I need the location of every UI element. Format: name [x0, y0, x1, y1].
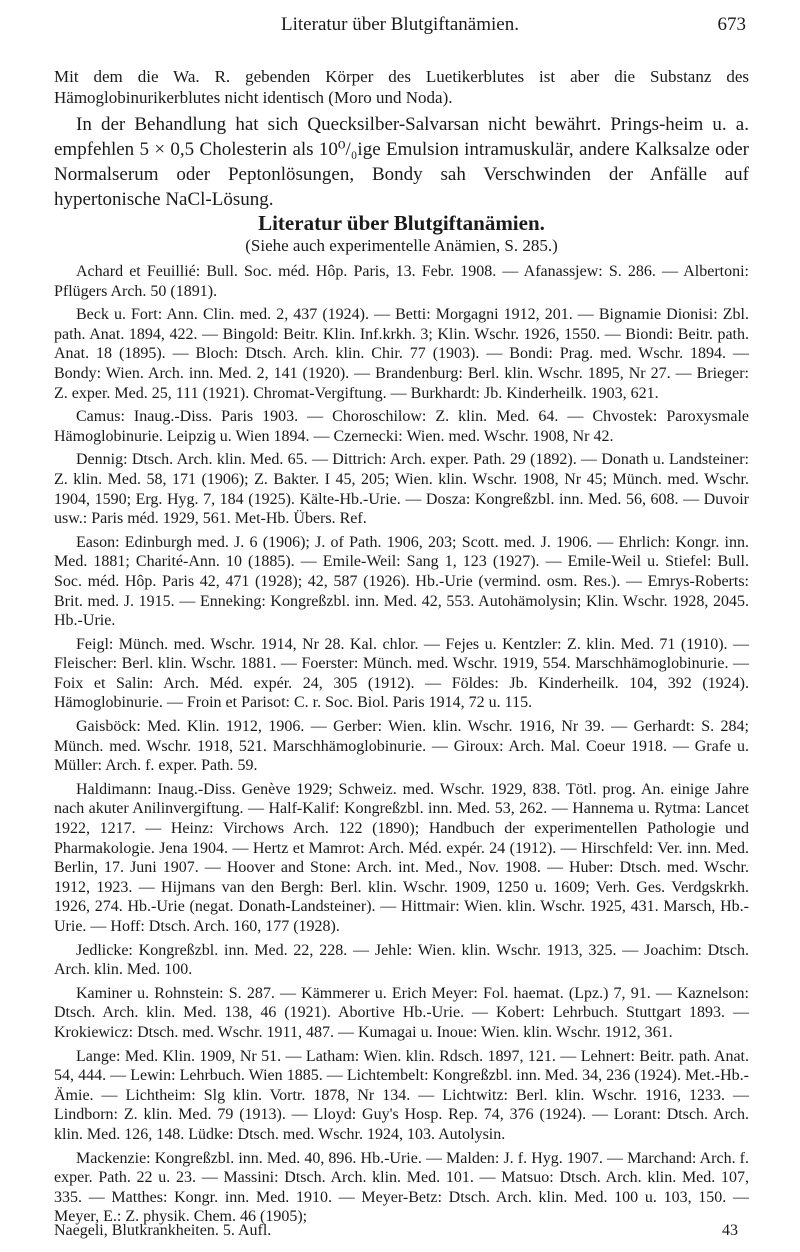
- intro-text: [54, 66, 749, 212]
- reference-paragraph: Haldimann: Inaug.-Diss. Genève 1929; Schweiz. med. Wschr. 1929, 838. Tötl. prog. An. einige Jahre nach akuter Anilinvergiftung. — Half-Kalif: Kongreßzbl. inn. Med. 53, 262. — Hannema u. Rytma: Lancet 1922, 1217. — Heinz: Virchows Arch. 122 (1890); Handbuch der experimentellen Pathologie und Pharmakologie. Jena 1904. — Hertz et Mamrot: Arch. Méd. expér. 24 (1912). — Hirschfeld: Ver. inn. Med. Berlin, 17. Juni 1907. — Hoover and Stone: Arch. int. Med., Nov. 1908. — Huber: Dtsch. med. Wschr. 1912, 1923. — Hijmans van den Bergh: Berl. klin. Wschr. 1909, 1250 u. 1609; Verh. Ges. Verdgskrkh. 1926, 274. Hb.-Urie (negat. Donath-Landsteiner). — Hittmair: Wien. klin. Wschr. 1925, 431. Marsch, Hb.-Urie. — Hoff: Dtsch. Arch. 160, 177 (1928).: [54, 780, 749, 935]
- running-title: Literatur über Blutgiftanämien.: [281, 14, 519, 35]
- section-subtitle: (Siehe auch experimentelle Anämien, S. 285.): [245, 236, 558, 255]
- reference-paragraph: Achard et Feuillié: Bull. Soc. méd. Hôp. Paris, 13. Febr. 1908. — Afanassjew: S. 286. — Albertoni: Pflügers Arch. 50 (1891).: [54, 263, 749, 300]
- reference-paragraph: Gaisböck: Med. Klin. 1912, 1906. — Gerber: Wien. klin. Wschr. 1916, Nr 39. — Gerhardt: S. 284; Münch. med. Wschr. 1918, 521. Marschhämoglobinurie. — Giroux: Arch. Mal. Coeur 1918. — Grafe u. Müller: Arch. f. exper. Path. 59.: [54, 718, 749, 775]
- reference-paragraph: Eason: Edinburgh med. J. 6 (1906); J. of Path. 1906, 203; Scott. med. J. 1906. — Ehrlich: Kongr. inn. Med. 1881; Charité-Ann. 10 (1885). — Emile-Weil: Sang 1, 123 (1927). — Emile-Weil u. Stiefel: Bull. Soc. méd. Hôp. Paris 42, 471 (1928); 42, 587 (1926). Hb.-Urie (vermind. osm. Res.). — Emrys-Roberts: Brit. med. J. 1915. — Enneking: Kongreßzbl. inn. Med. 42, 553. Autohämolysin; Klin. Wschr. 1928, 2045. Hb.-Urie.: [54, 533, 749, 630]
- reference-paragraph: Beck u. Fort: Ann. Clin. med. 2, 437 (1924). — Betti: Morgagni 1912, 201. — Bignamie Dionisi: Zbl. path. Anat. 1894, 422. — Bingold: Beitr. Klin. Inf.krkh. 3; Klin. Wschr. 1926, 1550. — Biondi: Beitr. path. Anat. 18 (1895). — Bloch: Dtsch. Arch. klin. Chir. 77 (1903). — Bondi: Prag. med. Wschr. 1894. — Bondy: Wien. Arch. inn. Med. 2, 141 (1920). — Brandenburg: Berl. klin. Wschr. 1895, Nr 27. — Brieger: Z. exper. Med. 25, 111 (1921). Chromat-Vergiftung. — Burkhardt: Jb. Kinderheilk. 1903, 621.: [54, 306, 749, 402]
- reference-paragraph: Kaminer u. Rohnstein: S. 287. — Kämmerer u. Erich Meyer: Fol. haemat. (Lpz.) 7, 91. — Kaznelson: Dtsch. Arch. klin. Med. 138, 46 (1921). Abortive Hb.-Urie. — Kobert: Lehrbuch. Stuttgart 1893. — Krokiewicz: Dtsch. med. Wschr. 1911, 487. — Kumagai u. Inoue: Wien. klin. Wschr. 1912, 361.: [54, 984, 749, 1041]
- reference-paragraph: Mackenzie: Kongreßzbl. inn. Med. 40, 896. Hb.-Urie. — Malden: J. f. Hyg. 1907. — Marchand: Arch. f. exper. Path. 22 u. 23. — Massini: Dtsch. Arch. klin. Med. 101. — Matsuo: Dtsch. Arch. klin. Med. 107, 335. — Matthes: Kongr. inn. Med. 1910. — Meyer-Betz: Dtsch. Arch. klin. Med. 100 u. 103, 150. — Meyer, E.: Z. physik. Chem. 46 (1905);: [54, 1149, 749, 1226]
- footer-signature: 43: [722, 1222, 738, 1239]
- reference-paragraph: Dennig: Dtsch. Arch. klin. Med. 65. — Dittrich: Arch. exper. Path. 29 (1892). — Donath u. Landsteiner: Z. klin. Med. 58, 171 (1906); Z. Bakter. I 45, 205; Wien. klin. Wschr. 1908, Nr 45; Münch. med. Wschr. 1904, 1590; Erg. Hyg. 7, 184 (1925). Kälte-Hb.-Urie. — Dosza: Kongreßzbl. inn. Med. 56, 608. — Duvoir usw.: Paris méd. 1929, 561. Met-Hb. Übers. Ref.: [54, 451, 749, 528]
- reference-list: [54, 262, 749, 1227]
- reference-paragraph: Lange: Med. Klin. 1909, Nr 51. — Latham: Wien. klin. Rdsch. 1897, 121. — Lehnert: Beitr. path. Anat. 54, 444. — Lewin: Lehrbuch. Wien 1885. — Lichtembelt: Kongreßzbl. inn. Med. 34, 236 (1924). Met.-Hb.-Ämie. — Lichtheim: Slg klin. Vortr. 1878, Nr 134. — Lichtwitz: Berl. klin. Wschr. 1916, 1233. — Lindborn: Z. klin. Med. 79 (1913). — Lloyd: Guy's Hosp. Rep. 74, 376 (1924). — Lorant: Dtsch. Arch. klin. Med. 126, 148. Lüdke: Dtsch. med. Wschr. 1924, 103. Autolysin.: [54, 1047, 749, 1143]
- footer-source: Naegeli, Blutkrankheiten. 5. Aufl.: [54, 1222, 272, 1239]
- section-title: Literatur über Blutgiftanämien.: [258, 211, 545, 235]
- reference-paragraph: Feigl: Münch. med. Wschr. 1914, Nr 28. Kal. chlor. — Fejes u. Kentzler: Z. klin. Med. 71 (1910). — Fleischer: Berl. klin. Wschr. 1881. — Foerster: Münch. med. Wschr. 1919, 554. Marschhämoglobinurie. — Foix et Salin: Arch. Méd. expér. 24, 305 (1912). — Földes: Jb. Kinderheilk. 104, 392 (1924). Hämoglobinurie. — Froin et Parisot: C. r. Soc. Biol. Paris 1914, 72 u. 115.: [54, 635, 749, 712]
- reference-paragraph: Camus: Inaug.-Diss. Paris 1903. — Choroschilow: Z. klin. Med. 64. — Chvostek: Paroxysmale Hämoglobinurie. Leipzig u. Wien 1894. — Czernecki: Wien. med. Wschr. 1908, Nr 42.: [54, 408, 749, 445]
- running-header: [54, 14, 746, 44]
- page-number: 673: [717, 14, 746, 35]
- intro-paragraph-1: Mit dem die Wa. R. gebenden Körper des Luetikerblutes ist aber die Substanz des Hämoglobinurikerblutes nicht identisch (Moro und Noda).: [54, 67, 749, 107]
- reference-paragraph: Jedlicke: Kongreßzbl. inn. Med. 22, 228. — Jehle: Wien. klin. Wschr. 1913, 325. — Joachim: Dtsch. Arch. klin. Med. 100.: [54, 941, 749, 979]
- intro-paragraph-2: In der Behandlung hat sich Quecksilber-Salvarsan nicht bewährt. Prings-heim u. a. empfehlen 5 × 0,5 Cholesterin als 10⁰/₀ige Emulsion intramuskulär, andere Kalksalze oder Normalserum oder Peptonlösungen, Bondy sah Verschwinden der Anfälle auf hypertonische NaCl-Lösung.: [54, 114, 749, 210]
